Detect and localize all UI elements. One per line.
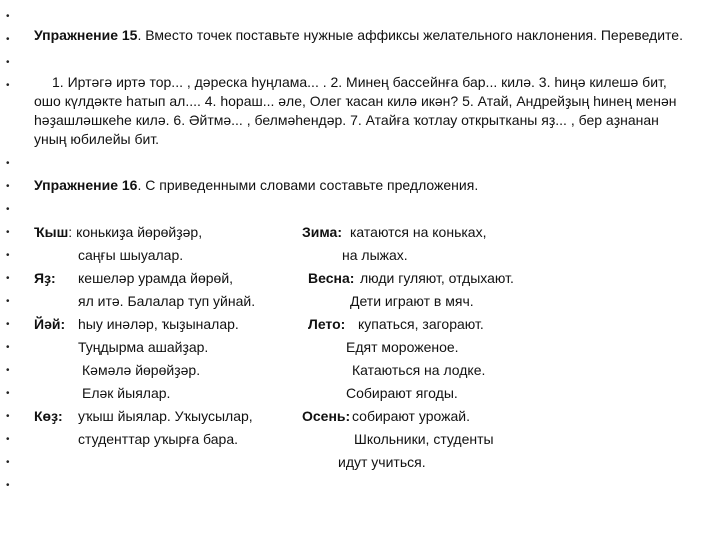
exercise-16-instruction: . С приведенными словами составьте предложения.: [137, 177, 479, 193]
left-text: Кәмәлә йөрөйҙәр.: [82, 362, 201, 378]
left-label-summer: Йәй:: [34, 316, 66, 332]
exercise-15-text-line: 1. Иртәгә иртә тор... , дәреска һуңлама... . 2. Минең бассейнға бар... килә. 3. һиңә килешә бит,: [52, 74, 667, 90]
bullet: •: [6, 388, 10, 399]
exercise-15-instruction: . Вместо точек поставьте нужные аффиксы желательного наклонения. Переведите.: [137, 27, 683, 43]
right-text: Едят мороженое.: [346, 339, 459, 355]
bullet: •: [6, 319, 10, 330]
left-entry-winter: [34, 224, 202, 241]
exercise-16-title: Упражнение 16: [34, 177, 138, 193]
exercise-15-heading: [34, 27, 683, 44]
exercise-15-title: Упражнение 15: [34, 27, 138, 43]
bullet: •: [6, 457, 10, 468]
left-text: ял итә. Балалар туп уйнай.: [78, 293, 256, 309]
right-text: купаться, загорают.: [358, 316, 484, 332]
exercise-16-heading: [34, 177, 478, 194]
bullet: •: [6, 57, 10, 68]
left-text: Еләк йыялар.: [82, 385, 171, 401]
bullet: •: [6, 411, 10, 422]
left-text: саңғы шыуалар.: [78, 247, 184, 263]
right-entry-winter: [302, 224, 342, 241]
right-text: собирают урожай.: [352, 408, 470, 424]
right-text: Собирают ягоды.: [346, 385, 458, 401]
left-text: Туңдырма ашайҙар.: [78, 339, 209, 355]
bullet: •: [6, 158, 10, 169]
bullet: •: [6, 296, 10, 307]
exercise-15-text-line: ошо күлдәкте һатып ал.... 4. һораш... әле, Олег ҡасан килә икән? 5. Атай, Андрейҙың һинең менән: [34, 93, 677, 109]
right-text: катаются на коньках,: [350, 224, 487, 240]
left-text: уҡыш йыялар. Уҡыусылар,: [78, 408, 253, 424]
right-text: люди гуляют, отдыхают.: [360, 270, 514, 286]
left-label-spring: Яҙ:: [34, 270, 56, 286]
right-text: на лыжах.: [342, 247, 408, 263]
bullet: •: [6, 480, 10, 491]
exercise-15-text-line: һәҙашләшкеһе килә. 6. Әйтмә... , белмәһендәр. 7. Атайға ҡотлау открытканы яҙ... , бер аҙнанан: [34, 112, 659, 128]
bullet: •: [6, 204, 10, 215]
left-label-autumn: Көҙ:: [34, 408, 63, 424]
right-entry-summer: [308, 316, 345, 333]
bullet: •: [6, 342, 10, 353]
right-entry-spring: [308, 270, 354, 287]
bullet: •: [6, 34, 10, 45]
right-label-summer: Лето:: [308, 316, 346, 332]
right-label-autumn: Осень:: [302, 408, 351, 424]
bullet: •: [6, 80, 10, 91]
bullet: •: [6, 434, 10, 445]
right-label-spring: Весна:: [308, 270, 355, 286]
right-text: идут учиться.: [338, 454, 426, 470]
right-text: Дети играют в мяч.: [350, 293, 474, 309]
left-text: : конькиҙа йөрөйҙәр,: [68, 224, 203, 240]
bullet: •: [6, 273, 10, 284]
left-text: һыу инәләр, ҡыҙыналар.: [78, 316, 239, 332]
bullet-column: [6, 0, 16, 540]
bullet: •: [6, 227, 10, 238]
right-entry-autumn: [302, 408, 350, 425]
right-text: Катаються на лодке.: [352, 362, 486, 378]
bullet: •: [6, 365, 10, 376]
left-text: студенттар уҡырға бара.: [78, 431, 238, 447]
bullet: •: [6, 250, 10, 261]
document-body: [34, 0, 714, 540]
exercise-15-text-line: уның юбилейы бит.: [34, 131, 160, 147]
left-label-winter: Ҡыш: [34, 224, 69, 240]
right-text: Школьники, студенты: [354, 431, 494, 447]
bullet: •: [6, 181, 10, 192]
left-text: кешеләр урамда йөрөй,: [78, 270, 234, 286]
right-label-winter: Зима:: [302, 224, 342, 240]
bullet: •: [6, 11, 10, 22]
